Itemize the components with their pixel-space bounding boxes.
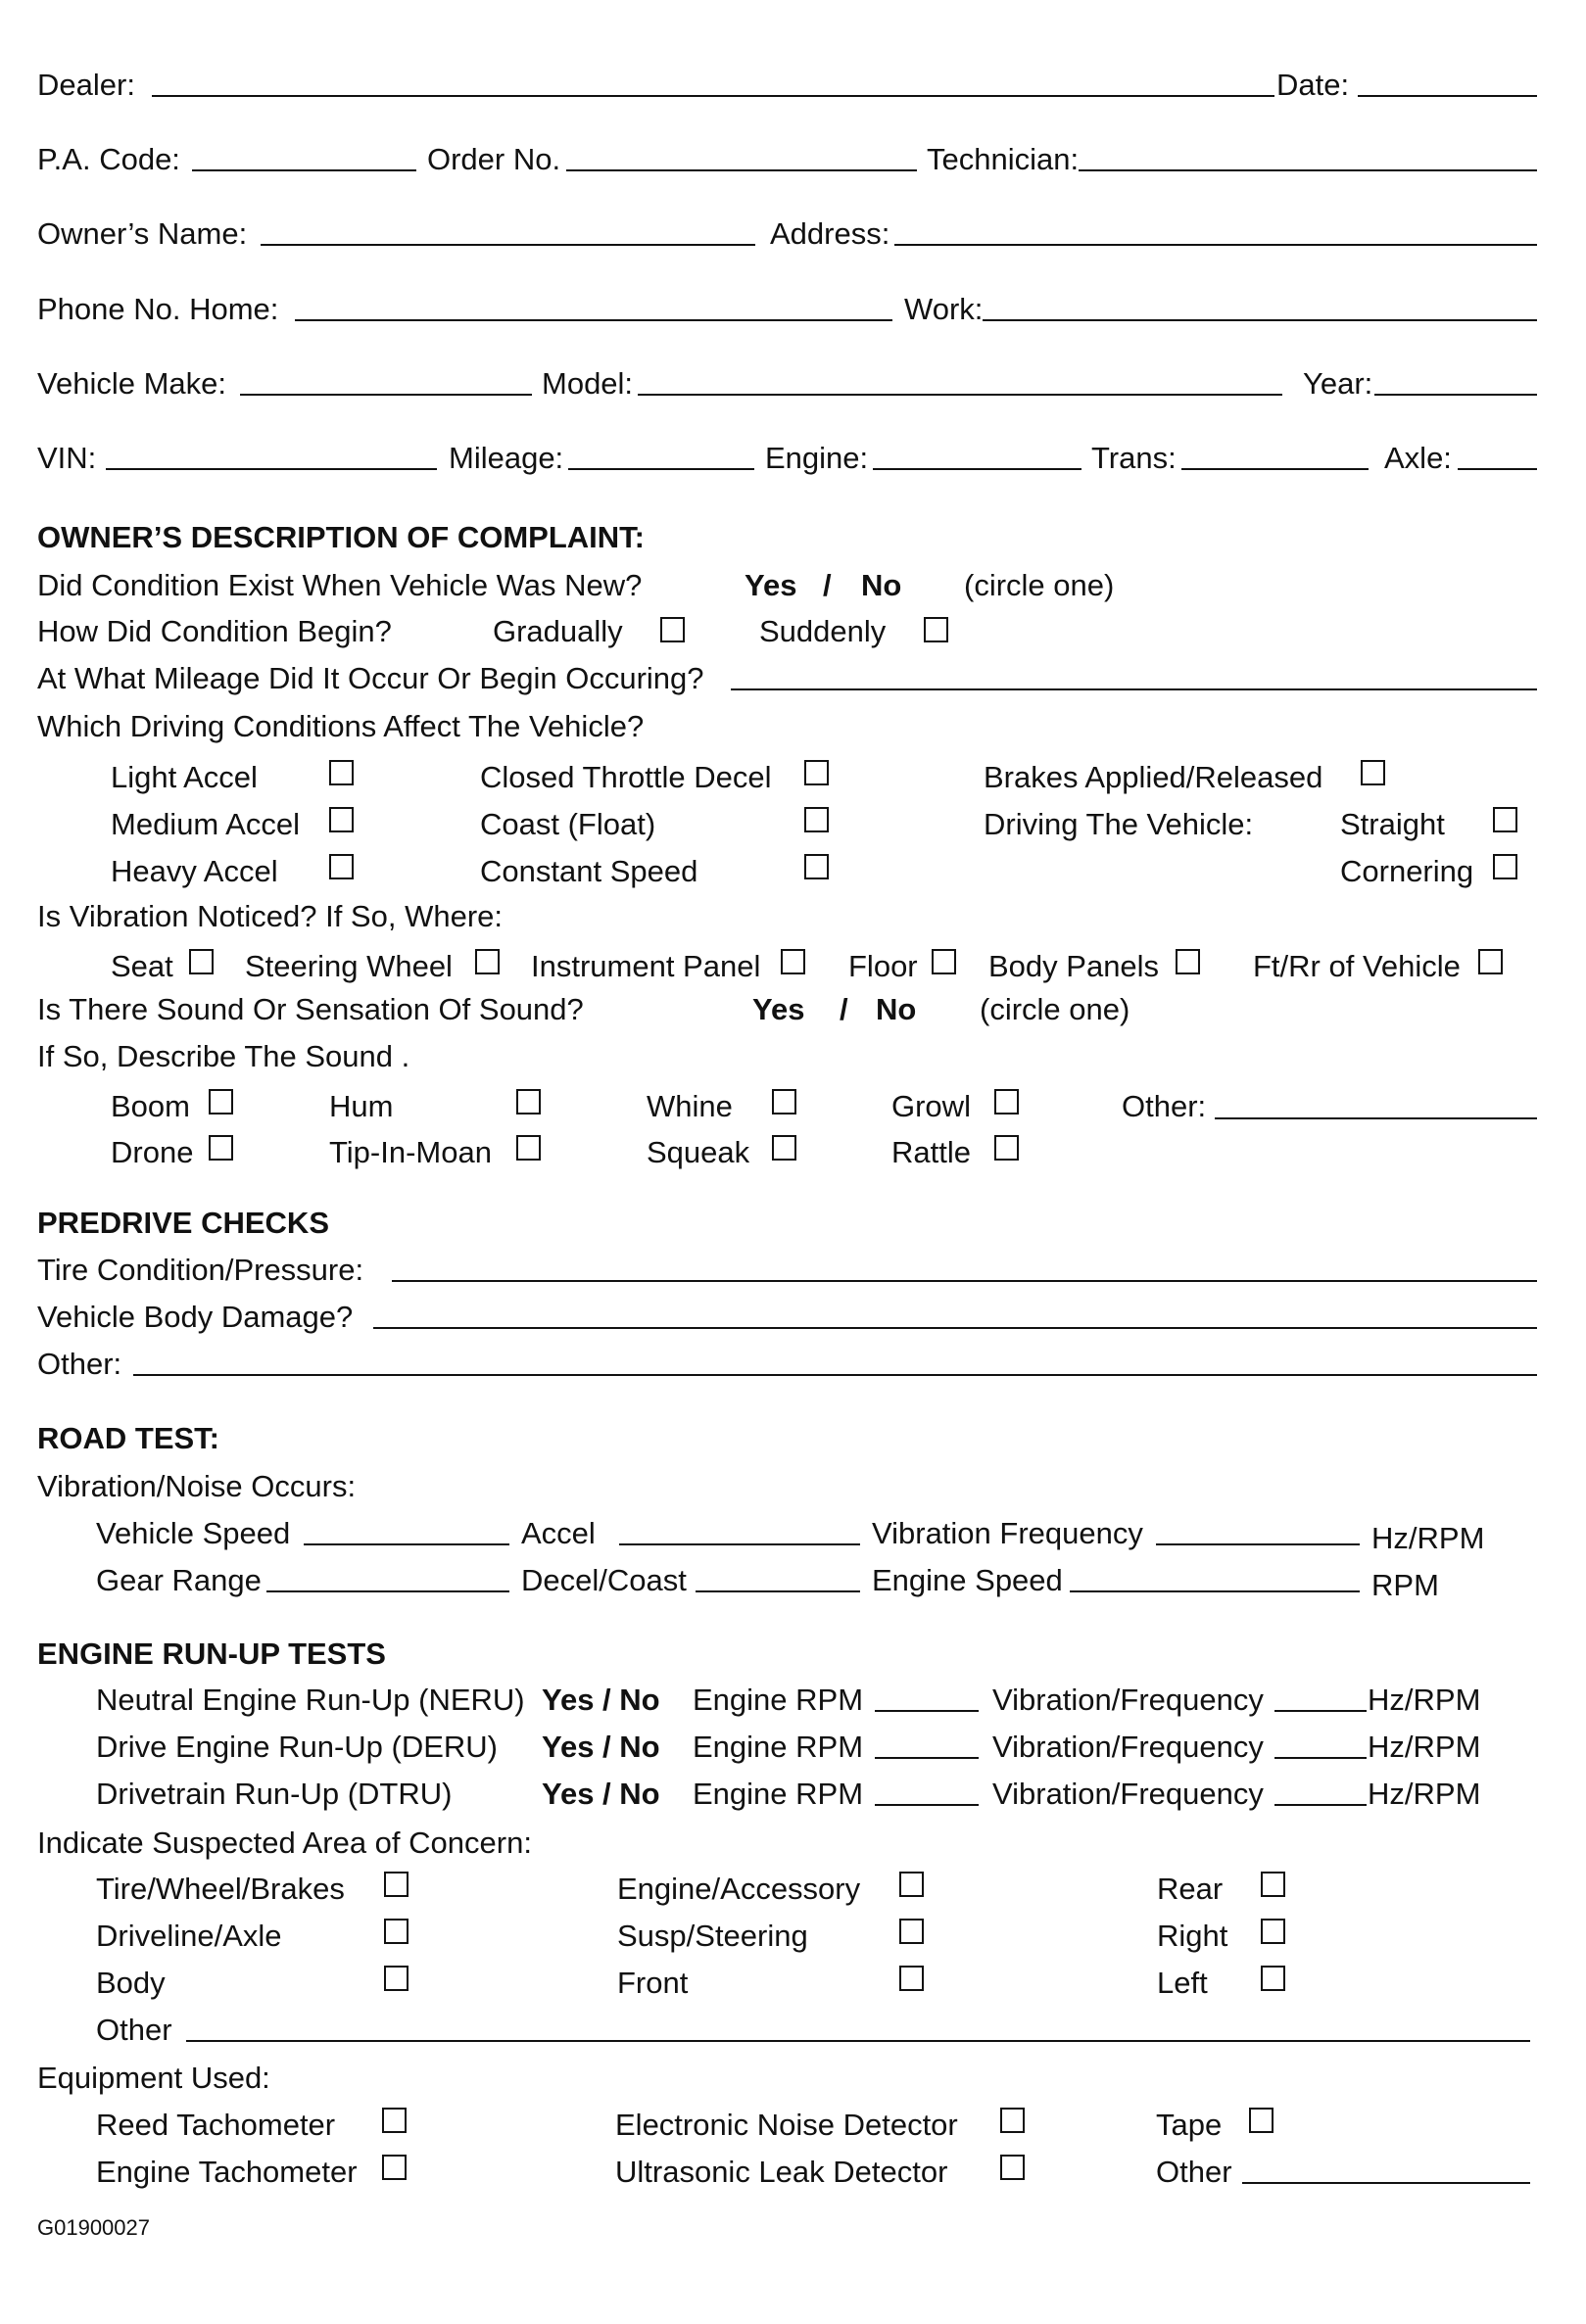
drone-label: Drone [111, 1135, 194, 1169]
cornering-label: Cornering [1340, 854, 1474, 888]
reed-checkbox[interactable] [382, 2108, 407, 2133]
boom-label: Boom [111, 1089, 190, 1123]
neru-hz-rpm: Hz/RPM [1368, 1683, 1481, 1717]
seat-checkbox[interactable] [189, 949, 214, 974]
no-option[interactable]: No [861, 568, 902, 602]
date-line[interactable] [1358, 95, 1537, 97]
vehicle-speed-label: Vehicle Speed [96, 1516, 291, 1550]
axle-label: Axle: [1384, 441, 1452, 475]
noise-detector-checkbox[interactable] [1000, 2108, 1025, 2133]
susp-label: Susp/Steering [617, 1919, 808, 1953]
equipment-other-line[interactable] [1242, 2182, 1530, 2184]
tape-label: Tape [1156, 2108, 1223, 2142]
vin-line[interactable] [106, 468, 437, 470]
date-label: Date: [1276, 68, 1350, 102]
engine-tests-heading: ENGINE RUN-UP TESTS [37, 1636, 386, 1671]
light-accel-label: Light Accel [111, 760, 258, 794]
whine-checkbox[interactable] [772, 1089, 796, 1115]
steering-wheel-checkbox[interactable] [475, 949, 500, 974]
cornering-checkbox[interactable] [1493, 854, 1517, 879]
susp-checkbox[interactable] [899, 1919, 924, 1944]
tip-in-label: Tip-In-Moan [329, 1135, 492, 1169]
q-new: Did Condition Exist When Vehicle Was New? [37, 568, 643, 602]
coast-checkbox[interactable] [804, 807, 829, 832]
instrument-panel-label: Instrument Panel [531, 949, 761, 983]
dtru-label: Drivetrain Run-Up (DTRU) [96, 1777, 453, 1811]
body-damage-line[interactable] [373, 1327, 1537, 1329]
deru-engine-rpm-line[interactable] [875, 1757, 979, 1759]
engine-label: Engine: [765, 441, 869, 475]
engine-line[interactable] [873, 468, 1081, 470]
predrive-other-label: Other: [37, 1347, 122, 1381]
concern-other-label: Other [96, 2013, 172, 2047]
tire-line[interactable] [392, 1280, 1537, 1282]
neru-engine-rpm-label: Engine RPM [693, 1683, 864, 1717]
coast-label: Coast (Float) [480, 807, 656, 841]
decel-coast-label: Decel/Coast [521, 1563, 687, 1597]
accel-label: Accel [521, 1516, 596, 1550]
hum-label: Hum [329, 1089, 394, 1123]
accel-line[interactable] [619, 1543, 860, 1545]
sound-no-option[interactable]: No [876, 992, 917, 1026]
leak-detector-label: Ultrasonic Leak Detector [615, 2155, 948, 2189]
complaint-heading: OWNER’S DESCRIPTION OF COMPLAINT: [37, 520, 645, 554]
owners-name-line[interactable] [261, 244, 755, 246]
deru-label: Drive Engine Run-Up (DERU) [96, 1730, 499, 1764]
sound-circle-one-note: (circle one) [980, 992, 1130, 1026]
neru-label: Neutral Engine Run-Up (NERU) [96, 1683, 525, 1717]
tip-in-checkbox[interactable] [516, 1135, 541, 1161]
body-panels-checkbox[interactable] [1176, 949, 1200, 974]
ft-rr-label: Ft/Rr of Vehicle [1253, 949, 1461, 983]
dealer-line[interactable] [152, 95, 1274, 97]
dtru-hz-rpm: Hz/RPM [1368, 1777, 1481, 1811]
body-checkbox[interactable] [384, 1966, 409, 1991]
tape-checkbox[interactable] [1249, 2108, 1274, 2133]
trans-label: Trans: [1091, 441, 1177, 475]
axle-line[interactable] [1458, 468, 1537, 470]
whine-label: Whine [647, 1089, 733, 1123]
work-label: Work: [904, 292, 984, 326]
address-line[interactable] [894, 244, 1537, 246]
year-label: Year: [1303, 366, 1373, 401]
pa-code-line[interactable] [192, 169, 416, 171]
model-label: Model: [542, 366, 634, 401]
engine-speed-label: Engine Speed [872, 1563, 1063, 1597]
dtru-vib-freq-line[interactable] [1274, 1804, 1367, 1806]
dtru-yes-no[interactable]: Yes / No [542, 1777, 660, 1811]
hz-rpm-unit: Hz/RPM [1371, 1521, 1485, 1555]
vehicle-make-line[interactable] [240, 394, 532, 396]
front-checkbox[interactable] [899, 1966, 924, 1991]
figure-id: G01900027 [37, 2215, 150, 2240]
gear-range-label: Gear Range [96, 1563, 262, 1597]
sound-other-line[interactable] [1215, 1117, 1537, 1119]
engine-tach-checkbox[interactable] [382, 2155, 407, 2180]
engine-speed-line[interactable] [1070, 1590, 1360, 1592]
work-line[interactable] [983, 319, 1537, 321]
rear-label: Rear [1157, 1872, 1224, 1906]
deru-yes-no[interactable]: Yes / No [542, 1730, 660, 1764]
closed-throttle-label: Closed Throttle Decel [480, 760, 772, 794]
neru-vib-freq-label: Vibration/Frequency [992, 1683, 1264, 1717]
engine-acc-label: Engine/Accessory [617, 1872, 861, 1906]
seat-label: Seat [111, 949, 173, 983]
squeak-checkbox[interactable] [772, 1135, 796, 1161]
straight-label: Straight [1340, 807, 1445, 841]
vin-label: VIN: [37, 441, 97, 475]
left-label: Left [1157, 1966, 1208, 2000]
occurs-label: Vibration/Noise Occurs: [37, 1469, 357, 1503]
deru-vib-freq-line[interactable] [1274, 1757, 1367, 1759]
straight-checkbox[interactable] [1493, 807, 1517, 832]
gradually-checkbox[interactable] [660, 617, 685, 642]
yes-option[interactable]: Yes [745, 568, 797, 602]
driveline-label: Driveline/Axle [96, 1919, 282, 1953]
sound-yes-option[interactable]: Yes [752, 992, 805, 1026]
leak-detector-checkbox[interactable] [1000, 2155, 1025, 2180]
decel-coast-line[interactable] [696, 1590, 860, 1592]
phone-home-line[interactable] [295, 319, 892, 321]
deru-hz-rpm: Hz/RPM [1368, 1730, 1481, 1764]
boom-checkbox[interactable] [209, 1089, 233, 1115]
ft-rr-checkbox[interactable] [1478, 949, 1503, 974]
neru-yes-no[interactable]: Yes / No [542, 1683, 660, 1717]
right-checkbox[interactable] [1261, 1919, 1285, 1944]
model-line[interactable] [638, 394, 1282, 396]
growl-label: Growl [891, 1089, 971, 1123]
dtru-engine-rpm-line[interactable] [875, 1804, 979, 1806]
heavy-accel-label: Heavy Accel [111, 854, 278, 888]
squeak-label: Squeak [647, 1135, 750, 1169]
instrument-panel-checkbox[interactable] [781, 949, 805, 974]
vib-freq-label: Vibration Frequency [872, 1516, 1143, 1550]
predrive-other-line[interactable] [133, 1374, 1537, 1376]
body-damage-label: Vehicle Body Damage? [37, 1300, 354, 1334]
dtru-engine-rpm-label: Engine RPM [693, 1777, 864, 1811]
vehicle-speed-line[interactable] [304, 1543, 509, 1545]
drone-checkbox[interactable] [209, 1135, 233, 1161]
medium-accel-checkbox[interactable] [329, 807, 354, 832]
noise-detector-label: Electronic Noise Detector [615, 2108, 958, 2142]
deru-vib-freq-label: Vibration/Frequency [992, 1730, 1264, 1764]
q-vibration: Is Vibration Noticed? If So, Where: [37, 899, 503, 933]
constant-speed-checkbox[interactable] [804, 854, 829, 879]
driveline-checkbox[interactable] [384, 1919, 409, 1944]
q-describe: If So, Describe The Sound . [37, 1039, 410, 1073]
circle-one-note: (circle one) [964, 568, 1115, 602]
gradually-label: Gradually [493, 614, 623, 648]
rattle-label: Rattle [891, 1135, 971, 1169]
concern-label: Indicate Suspected Area of Concern: [37, 1826, 532, 1860]
equipment-other-label: Other [1156, 2155, 1232, 2189]
rear-checkbox[interactable] [1261, 1872, 1285, 1897]
order-no-label: Order No. [427, 142, 561, 176]
body-panels-label: Body Panels [988, 949, 1160, 983]
vehicle-make-label: Vehicle Make: [37, 366, 226, 401]
rpm-unit: RPM [1371, 1568, 1439, 1602]
tire-wheel-checkbox[interactable] [384, 1872, 409, 1897]
steering-wheel-label: Steering Wheel [245, 949, 453, 983]
neru-engine-rpm-line[interactable] [875, 1710, 979, 1712]
engine-acc-checkbox[interactable] [899, 1872, 924, 1897]
mileage-line[interactable] [568, 468, 754, 470]
address-label: Address: [770, 216, 890, 251]
floor-label: Floor [848, 949, 918, 983]
phone-home-label: Phone No. Home: [37, 292, 279, 326]
technician-line[interactable] [1079, 169, 1537, 171]
mileage-label: Mileage: [449, 441, 564, 475]
constant-speed-label: Constant Speed [480, 854, 698, 888]
trans-line[interactable] [1181, 468, 1369, 470]
reed-label: Reed Tachometer [96, 2108, 336, 2142]
dtru-vib-freq-label: Vibration/Frequency [992, 1777, 1264, 1811]
deru-engine-rpm-label: Engine RPM [693, 1730, 864, 1764]
road-test-heading: ROAD TEST: [37, 1421, 219, 1455]
gear-range-line[interactable] [266, 1590, 509, 1592]
suddenly-checkbox[interactable] [924, 617, 948, 642]
neru-vib-freq-line[interactable] [1274, 1710, 1367, 1712]
tire-wheel-label: Tire/Wheel/Brakes [96, 1872, 345, 1906]
left-checkbox[interactable] [1261, 1966, 1285, 1991]
brakes-checkbox[interactable] [1361, 760, 1385, 785]
engine-tach-label: Engine Tachometer [96, 2155, 358, 2189]
hum-checkbox[interactable] [516, 1089, 541, 1115]
medium-accel-label: Medium Accel [111, 807, 300, 841]
equipment-label: Equipment Used: [37, 2061, 270, 2095]
q-sound: Is There Sound Or Sensation Of Sound? [37, 992, 584, 1026]
front-label: Front [617, 1966, 689, 2000]
technician-label: Technician: [927, 142, 1080, 176]
growl-checkbox[interactable] [994, 1089, 1019, 1115]
slash: / [823, 568, 832, 602]
brakes-label: Brakes Applied/Released [984, 760, 1323, 794]
suddenly-label: Suddenly [759, 614, 887, 648]
heavy-accel-checkbox[interactable] [329, 854, 354, 879]
pa-code-label: P.A. Code: [37, 142, 180, 176]
body-label: Body [96, 1966, 166, 2000]
sound-other-label: Other: [1122, 1089, 1207, 1123]
floor-checkbox[interactable] [932, 949, 956, 974]
rattle-checkbox[interactable] [994, 1135, 1019, 1161]
light-accel-checkbox[interactable] [329, 760, 354, 785]
concern-other-line[interactable] [186, 2040, 1530, 2042]
year-line[interactable] [1374, 394, 1537, 396]
closed-throttle-checkbox[interactable] [804, 760, 829, 785]
vib-freq-line[interactable] [1156, 1543, 1360, 1545]
order-no-line[interactable] [566, 169, 917, 171]
predrive-heading: PREDRIVE CHECKS [37, 1206, 329, 1240]
mileage-occur-line[interactable] [731, 688, 1537, 690]
driving-vehicle-label: Driving The Vehicle: [984, 807, 1254, 841]
owners-name-label: Owner’s Name: [37, 216, 248, 251]
q-driving: Which Driving Conditions Affect The Vehicle? [37, 709, 645, 743]
tire-label: Tire Condition/Pressure: [37, 1253, 364, 1287]
sound-slash: / [840, 992, 848, 1026]
dealer-label: Dealer: [37, 68, 135, 102]
q-begin: How Did Condition Begin? [37, 614, 392, 648]
right-label: Right [1157, 1919, 1228, 1953]
q-mileage: At What Mileage Did It Occur Or Begin Occuring? [37, 661, 704, 695]
